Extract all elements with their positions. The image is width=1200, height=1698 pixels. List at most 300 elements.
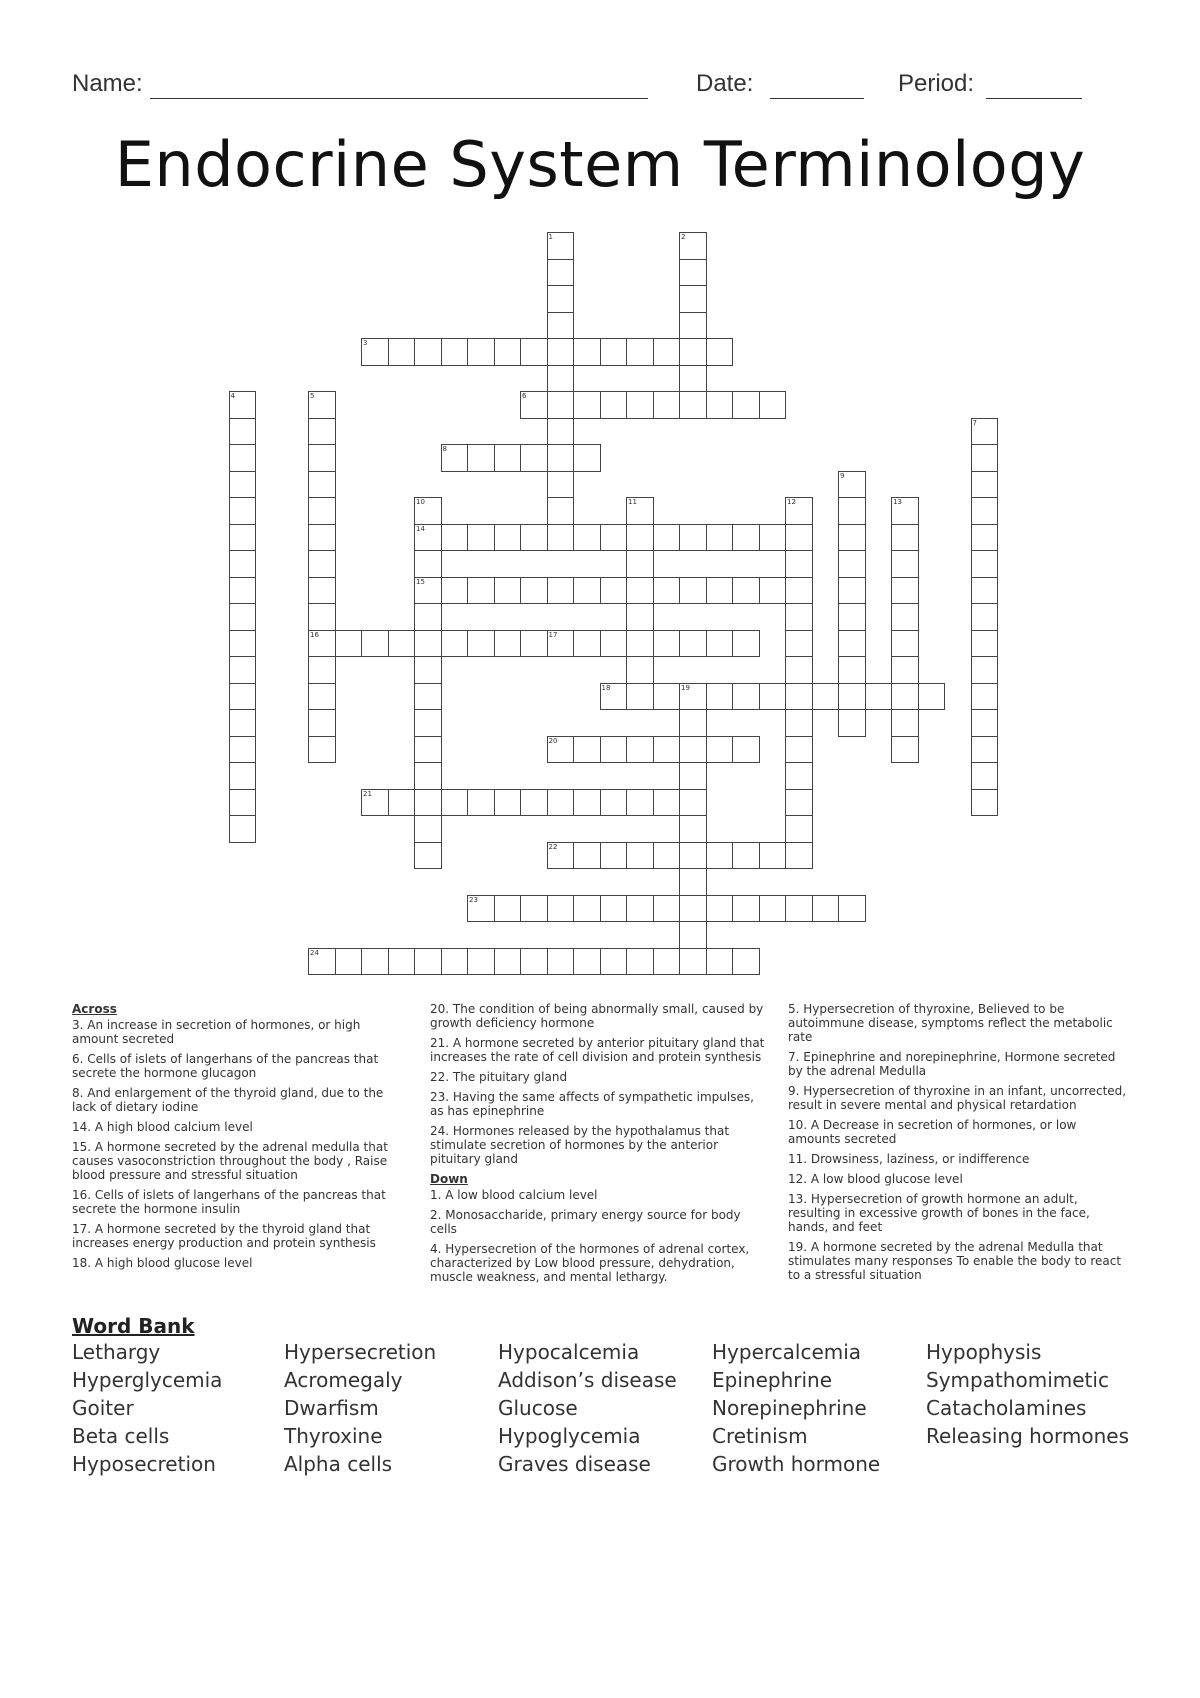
word-bank-item: Hypocalcemia xyxy=(498,1340,640,1364)
crossword-cell[interactable] xyxy=(573,444,601,472)
crossword-cell[interactable] xyxy=(441,948,469,976)
date-label: Date: xyxy=(696,70,754,97)
crossword-cell[interactable] xyxy=(732,736,760,764)
crossword-cell[interactable] xyxy=(971,736,999,764)
crossword-cell[interactable] xyxy=(653,338,681,366)
crossword-cell[interactable] xyxy=(441,338,469,366)
crossword-cell[interactable] xyxy=(759,842,787,870)
crossword-cell[interactable] xyxy=(626,683,654,711)
crossword-cell[interactable] xyxy=(600,630,628,658)
crossword-cell[interactable] xyxy=(785,524,813,552)
crossword-cell[interactable] xyxy=(573,338,601,366)
crossword-cell[interactable] xyxy=(229,709,257,737)
crossword-cell[interactable] xyxy=(732,948,760,976)
crossword-cell[interactable] xyxy=(229,656,257,684)
crossword-cell[interactable] xyxy=(494,338,522,366)
period-label: Period: xyxy=(898,70,975,97)
crossword-cell[interactable] xyxy=(971,656,999,684)
crossword-cell[interactable] xyxy=(706,524,734,552)
crossword-cell[interactable] xyxy=(467,577,495,605)
crossword-cell[interactable] xyxy=(600,948,628,976)
crossword-cell[interactable] xyxy=(494,524,522,552)
word-bank-item: Glucose xyxy=(498,1396,578,1420)
crossword-cell[interactable] xyxy=(229,603,257,631)
crossword-cell[interactable] xyxy=(414,842,442,870)
crossword-cell[interactable] xyxy=(573,842,601,870)
clue-number: 22 xyxy=(548,842,558,851)
crossword-cell[interactable] xyxy=(706,577,734,605)
clue-text: 14. A high blood calcium level xyxy=(72,1120,253,1134)
clues-column-3 xyxy=(788,1002,1128,1288)
crossword-cell[interactable] xyxy=(494,630,522,658)
crossword-cell[interactable] xyxy=(229,815,257,843)
clue-number: 18 xyxy=(601,683,611,692)
crossword-cell[interactable] xyxy=(361,948,389,976)
crossword-cell[interactable] xyxy=(388,630,416,658)
crossword-cell[interactable] xyxy=(971,550,999,578)
crossword-cell[interactable] xyxy=(600,895,628,923)
crossword-cell[interactable] xyxy=(547,789,575,817)
word-bank-item: Acromegaly xyxy=(284,1368,403,1392)
crossword-cell[interactable] xyxy=(785,815,813,843)
crossword-cell[interactable] xyxy=(547,391,575,419)
crossword-cell[interactable] xyxy=(971,524,999,552)
crossword-cell[interactable] xyxy=(785,789,813,817)
crossword-cell[interactable] xyxy=(626,550,654,578)
clue-number: 13 xyxy=(893,498,902,506)
crossword-cell[interactable] xyxy=(838,603,866,631)
word-bank-item: Growth hormone xyxy=(712,1452,881,1476)
crossword-cell[interactable] xyxy=(838,630,866,658)
crossword-cell[interactable] xyxy=(308,550,336,578)
crossword-cell[interactable] xyxy=(785,603,813,631)
crossword-cell[interactable] xyxy=(679,391,707,419)
crossword-cell[interactable] xyxy=(308,497,336,525)
crossword-cell[interactable] xyxy=(971,444,999,472)
crossword-cell[interactable] xyxy=(600,842,628,870)
crossword-cell[interactable] xyxy=(308,683,336,711)
crossword-cell[interactable] xyxy=(229,630,257,658)
crossword-cell[interactable] xyxy=(547,418,575,446)
crossword-cell[interactable] xyxy=(308,471,336,499)
crossword-cell[interactable] xyxy=(520,577,548,605)
clue-text: 24. Hormones released by the hypothalamus that stimulate secretion of hormones by the anterior pituitary gland xyxy=(430,1124,730,1166)
crossword-cell[interactable] xyxy=(971,471,999,499)
crossword-cell[interactable] xyxy=(229,497,257,525)
crossword-cell[interactable] xyxy=(388,789,416,817)
word-bank-item: Lethargy xyxy=(72,1340,161,1364)
crossword-cell[interactable] xyxy=(229,418,257,446)
crossword-cell[interactable] xyxy=(520,895,548,923)
crossword-cell[interactable] xyxy=(626,736,654,764)
crossword-cell[interactable] xyxy=(706,338,734,366)
crossword-cell[interactable] xyxy=(785,895,813,923)
crossword-cell[interactable] xyxy=(573,895,601,923)
crossword-cell[interactable] xyxy=(653,577,681,605)
word-bank-item: Addison’s disease xyxy=(498,1368,677,1392)
crossword-cell[interactable] xyxy=(547,365,575,393)
clue-number: 12 xyxy=(787,498,796,506)
crossword-cell[interactable] xyxy=(441,630,469,658)
crossword-cell[interactable] xyxy=(414,762,442,790)
word-bank-item: Hyposecretion xyxy=(72,1452,216,1476)
clue-text: 6. Cells of islets of langerhans of the pancreas that secrete the hormone glucagon xyxy=(72,1052,379,1080)
crossword-cell[interactable] xyxy=(229,550,257,578)
clue-number: 20 xyxy=(548,736,558,745)
crossword-cell[interactable] xyxy=(706,391,734,419)
crossword-cell[interactable] xyxy=(414,736,442,764)
crossword-cell[interactable] xyxy=(547,497,575,525)
crossword-cell[interactable] xyxy=(679,365,707,393)
crossword-cell[interactable] xyxy=(467,948,495,976)
crossword-cell[interactable] xyxy=(785,577,813,605)
crossword-cell[interactable] xyxy=(971,577,999,605)
crossword-cell[interactable] xyxy=(494,789,522,817)
word-bank-title: Word Bank xyxy=(72,1314,195,1338)
crossword-cell[interactable] xyxy=(785,842,813,870)
crossword-cell[interactable] xyxy=(600,524,628,552)
clue-number: 24 xyxy=(310,948,319,957)
crossword-cell[interactable] xyxy=(547,312,575,340)
crossword-cell[interactable] xyxy=(891,577,919,605)
crossword-cell[interactable] xyxy=(547,259,575,287)
crossword-cell[interactable] xyxy=(626,948,654,976)
crossword-cell[interactable] xyxy=(626,338,654,366)
crossword-cell[interactable] xyxy=(706,736,734,764)
crossword-cell[interactable] xyxy=(812,895,840,923)
crossword-cell[interactable] xyxy=(838,683,866,711)
word-bank-item: Cretinism xyxy=(712,1424,808,1448)
crossword-cell[interactable] xyxy=(838,577,866,605)
word-bank-item: Hyperglycemia xyxy=(72,1368,223,1392)
crossword-cell[interactable] xyxy=(520,948,548,976)
crossword-cell[interactable] xyxy=(308,603,336,631)
crossword-cell[interactable] xyxy=(679,921,707,949)
crossword-cell[interactable] xyxy=(308,418,336,446)
date-field[interactable] xyxy=(770,98,864,99)
crossword-cell[interactable] xyxy=(547,338,575,366)
crossword-cell[interactable] xyxy=(414,709,442,737)
crossword-cell[interactable] xyxy=(785,683,813,711)
word-bank-item: Graves disease xyxy=(498,1452,651,1476)
crossword-cell[interactable] xyxy=(679,577,707,605)
crossword-cell[interactable] xyxy=(229,577,257,605)
crossword-cell[interactable] xyxy=(706,948,734,976)
crossword-cell[interactable] xyxy=(891,630,919,658)
crossword-cell[interactable] xyxy=(971,762,999,790)
crossword-cell[interactable] xyxy=(706,630,734,658)
crossword-cell[interactable] xyxy=(785,630,813,658)
crossword-cell[interactable] xyxy=(335,948,363,976)
crossword-cell[interactable] xyxy=(653,736,681,764)
crossword-cell[interactable] xyxy=(653,391,681,419)
crossword-cell[interactable] xyxy=(626,524,654,552)
crossword-cell[interactable] xyxy=(414,338,442,366)
word-bank-item: Releasing hormones xyxy=(926,1424,1130,1448)
clue-text: 22. The pituitary gland xyxy=(430,1070,568,1084)
crossword-cell[interactable] xyxy=(229,444,257,472)
word-bank-item: Hypercalcemia xyxy=(712,1340,862,1364)
crossword-cell[interactable] xyxy=(547,524,575,552)
crossword-cell[interactable] xyxy=(573,577,601,605)
word-bank-item: Thyroxine xyxy=(284,1424,383,1448)
clue-number: 9 xyxy=(840,471,845,480)
crossword-cell[interactable] xyxy=(626,895,654,923)
worksheet-header xyxy=(72,68,1132,104)
crossword-cell[interactable] xyxy=(547,471,575,499)
crossword-cell[interactable] xyxy=(414,630,442,658)
crossword-cell[interactable] xyxy=(732,391,760,419)
crossword-cell[interactable] xyxy=(229,683,257,711)
clue-text: 17. A hormone secreted by the thyroid gland that increases energy production and protein synthesis xyxy=(72,1222,376,1250)
crossword-cell[interactable] xyxy=(547,948,575,976)
crossword-cell[interactable] xyxy=(653,895,681,923)
crossword-cell[interactable] xyxy=(308,736,336,764)
crossword-cell[interactable] xyxy=(547,895,575,923)
crossword-cell[interactable] xyxy=(308,577,336,605)
word-bank-item: Catacholamines xyxy=(926,1396,1087,1420)
crossword-cell[interactable] xyxy=(838,524,866,552)
crossword-cell[interactable] xyxy=(812,683,840,711)
crossword-cell[interactable] xyxy=(626,630,654,658)
crossword-cell[interactable] xyxy=(891,524,919,552)
crossword-cell[interactable] xyxy=(520,338,548,366)
crossword-cell[interactable] xyxy=(653,842,681,870)
crossword-cell[interactable] xyxy=(891,709,919,737)
crossword-cell[interactable] xyxy=(308,444,336,472)
crossword-cell[interactable] xyxy=(679,338,707,366)
crossword-cell[interactable] xyxy=(679,524,707,552)
crossword-cell[interactable] xyxy=(785,550,813,578)
word-bank-item: Alpha cells xyxy=(284,1452,393,1476)
crossword-cell[interactable] xyxy=(600,391,628,419)
crossword-cell[interactable] xyxy=(891,550,919,578)
crossword-cell[interactable] xyxy=(838,550,866,578)
crossword-cell[interactable] xyxy=(679,868,707,896)
crossword-cell[interactable] xyxy=(494,577,522,605)
crossword-cell[interactable] xyxy=(467,630,495,658)
word-bank-item: Sympathomimetic xyxy=(926,1368,1109,1392)
crossword-cell[interactable] xyxy=(414,815,442,843)
clue-number: 11 xyxy=(628,498,637,506)
crossword-cell[interactable] xyxy=(653,789,681,817)
crossword-cell[interactable] xyxy=(679,895,707,923)
crossword-cell[interactable] xyxy=(547,444,575,472)
crossword-cell[interactable] xyxy=(414,603,442,631)
name-label: Name: xyxy=(72,70,143,97)
name-field[interactable] xyxy=(150,98,648,99)
crossword-cell[interactable] xyxy=(732,842,760,870)
crossword-cell[interactable] xyxy=(759,895,787,923)
crossword-cell[interactable] xyxy=(520,524,548,552)
clue-number: 17 xyxy=(548,630,558,639)
word-bank-item: Hypophysis xyxy=(926,1340,1042,1364)
down-header: Down xyxy=(430,1172,468,1186)
clue-number: 1 xyxy=(548,233,553,241)
crossword-cell[interactable] xyxy=(308,656,336,684)
crossword-cell[interactable] xyxy=(520,630,548,658)
crossword-cell[interactable] xyxy=(732,895,760,923)
crossword-cell[interactable] xyxy=(520,444,548,472)
crossword-cell[interactable] xyxy=(679,285,707,313)
clue-text: 11. Drowsiness, laziness, or indifference xyxy=(788,1152,1030,1166)
crossword-cell[interactable] xyxy=(441,524,469,552)
crossword-cell[interactable] xyxy=(573,736,601,764)
crossword-cell[interactable] xyxy=(785,709,813,737)
clue-text: 9. Hypersecretion of thyroxine in an infant, uncorrected, result in severe mental and physical retardation xyxy=(788,1084,1127,1112)
crossword-cell[interactable] xyxy=(785,762,813,790)
crossword-cell[interactable] xyxy=(626,789,654,817)
crossword-cell[interactable] xyxy=(653,630,681,658)
crossword-cell[interactable] xyxy=(573,391,601,419)
crossword-cell[interactable] xyxy=(600,736,628,764)
crossword-cell[interactable] xyxy=(891,656,919,684)
clue-text: 3. An increase in secretion of hormones, or high amount secreted xyxy=(72,1018,361,1046)
clue-number: 3 xyxy=(363,339,368,347)
crossword-cell[interactable] xyxy=(679,762,707,790)
crossword-cell[interactable] xyxy=(414,948,442,976)
clue-text: 2. Monosaccharide, primary energy source for body cells xyxy=(430,1208,741,1236)
clue-text: 7. Epinephrine and norepinephrine, Hormone secreted by the adrenal Medulla xyxy=(788,1050,1116,1078)
crossword-cell[interactable] xyxy=(759,524,787,552)
clue-text: 16. Cells of islets of langerhans of the pancreas that secrete the hormone insulin xyxy=(72,1188,386,1216)
crossword-cell[interactable] xyxy=(706,683,734,711)
crossword-cell[interactable] xyxy=(706,842,734,870)
clue-text: 12. A low blood glucose level xyxy=(788,1172,963,1186)
crossword-cell[interactable] xyxy=(626,842,654,870)
crossword-cell[interactable] xyxy=(653,683,681,711)
crossword-cell[interactable] xyxy=(467,789,495,817)
crossword-cell[interactable] xyxy=(626,603,654,631)
crossword-cell[interactable] xyxy=(679,630,707,658)
crossword-cell[interactable] xyxy=(732,524,760,552)
clue-text: 5. Hypersecretion of thyroxine, Believed to be autoimmune disease, symptoms reflect the metabolic rate xyxy=(788,1002,1113,1044)
crossword-cell[interactable] xyxy=(573,789,601,817)
crossword-cell[interactable] xyxy=(626,577,654,605)
clue-number: 5 xyxy=(310,392,315,400)
word-bank-item: Beta cells xyxy=(72,1424,170,1448)
crossword-cell[interactable] xyxy=(547,285,575,313)
crossword-cell[interactable] xyxy=(388,948,416,976)
word-bank-item: Epinephrine xyxy=(712,1368,832,1392)
crossword-cell[interactable] xyxy=(838,497,866,525)
clues-column-2 xyxy=(430,1002,766,1290)
crossword-cell[interactable] xyxy=(971,683,999,711)
period-field[interactable] xyxy=(986,98,1082,99)
crossword-cell[interactable] xyxy=(732,577,760,605)
crossword-cell[interactable] xyxy=(229,736,257,764)
crossword-cell[interactable] xyxy=(891,736,919,764)
clue-number: 6 xyxy=(522,392,527,400)
crossword-cell[interactable] xyxy=(229,762,257,790)
clue-number: 19 xyxy=(681,683,690,692)
crossword-cell[interactable] xyxy=(971,497,999,525)
crossword-cell[interactable] xyxy=(759,391,787,419)
crossword-cell[interactable] xyxy=(467,524,495,552)
crossword-cell[interactable] xyxy=(971,603,999,631)
crossword-cell[interactable] xyxy=(653,948,681,976)
crossword-cell[interactable] xyxy=(838,656,866,684)
crossword-cell[interactable] xyxy=(520,789,548,817)
crossword-cell[interactable] xyxy=(759,683,787,711)
crossword-cell[interactable] xyxy=(838,895,866,923)
crossword-cell[interactable] xyxy=(467,444,495,472)
crossword-cell[interactable] xyxy=(229,789,257,817)
crossword-cell[interactable] xyxy=(679,312,707,340)
crossword-cell[interactable] xyxy=(388,338,416,366)
crossword-cell[interactable] xyxy=(679,789,707,817)
crossword-cell[interactable] xyxy=(679,815,707,843)
crossword-cell[interactable] xyxy=(971,630,999,658)
crossword-cell[interactable] xyxy=(573,630,601,658)
crossword-cell[interactable] xyxy=(971,789,999,817)
crossword-cell[interactable] xyxy=(732,683,760,711)
crossword-cell[interactable] xyxy=(414,656,442,684)
crossword-cell[interactable] xyxy=(229,471,257,499)
crossword-cell[interactable] xyxy=(865,683,893,711)
clue-number: 4 xyxy=(230,392,235,400)
crossword-cell[interactable] xyxy=(759,577,787,605)
crossword-cell[interactable] xyxy=(679,736,707,764)
crossword-cell[interactable] xyxy=(706,895,734,923)
crossword-cell[interactable] xyxy=(308,524,336,552)
clue-text: 10. A Decrease in secretion of hormones, or low amounts secreted xyxy=(788,1118,1077,1146)
crossword-cell[interactable] xyxy=(679,259,707,287)
crossword-cell[interactable] xyxy=(441,577,469,605)
crossword-cell[interactable] xyxy=(653,524,681,552)
crossword-cell[interactable] xyxy=(467,338,495,366)
crossword-cell[interactable] xyxy=(335,630,363,658)
crossword-cell[interactable] xyxy=(573,948,601,976)
crossword-cell[interactable] xyxy=(918,683,946,711)
crossword-cell[interactable] xyxy=(414,683,442,711)
crossword-cell[interactable] xyxy=(573,524,601,552)
crossword-cell[interactable] xyxy=(785,736,813,764)
crossword-grid xyxy=(0,232,1200,972)
crossword-cell[interactable] xyxy=(600,577,628,605)
crossword-cell[interactable] xyxy=(547,577,575,605)
crossword-cell[interactable] xyxy=(891,683,919,711)
clue-text: 19. A hormone secreted by the adrenal Medulla that stimulates many responses To enable the body to react to a stressful situation xyxy=(788,1240,1122,1282)
crossword-cell[interactable] xyxy=(891,603,919,631)
crossword-cell[interactable] xyxy=(414,550,442,578)
crossword-cell[interactable] xyxy=(308,709,336,737)
crossword-cell[interactable] xyxy=(732,630,760,658)
crossword-cell[interactable] xyxy=(838,709,866,737)
crossword-cell[interactable] xyxy=(971,709,999,737)
crossword-cell[interactable] xyxy=(600,338,628,366)
crossword-cell[interactable] xyxy=(626,656,654,684)
word-bank-item: Hypoglycemia xyxy=(498,1424,641,1448)
crossword-cell[interactable] xyxy=(414,789,442,817)
crossword-cell[interactable] xyxy=(441,789,469,817)
clue-text: 1. A low blood calcium level xyxy=(430,1188,598,1202)
clue-number: 14 xyxy=(416,524,425,533)
crossword-cell[interactable] xyxy=(785,656,813,684)
crossword-cell[interactable] xyxy=(494,895,522,923)
crossword-cell[interactable] xyxy=(679,842,707,870)
crossword-cell[interactable] xyxy=(600,789,628,817)
crossword-cell[interactable] xyxy=(361,630,389,658)
crossword-cell[interactable] xyxy=(229,524,257,552)
crossword-cell[interactable] xyxy=(679,948,707,976)
crossword-cell[interactable] xyxy=(626,391,654,419)
crossword-cell[interactable] xyxy=(494,948,522,976)
crossword-cell[interactable] xyxy=(494,444,522,472)
clue-number: 2 xyxy=(681,233,686,241)
crossword-cell[interactable] xyxy=(679,709,707,737)
clue-number: 10 xyxy=(416,498,425,506)
